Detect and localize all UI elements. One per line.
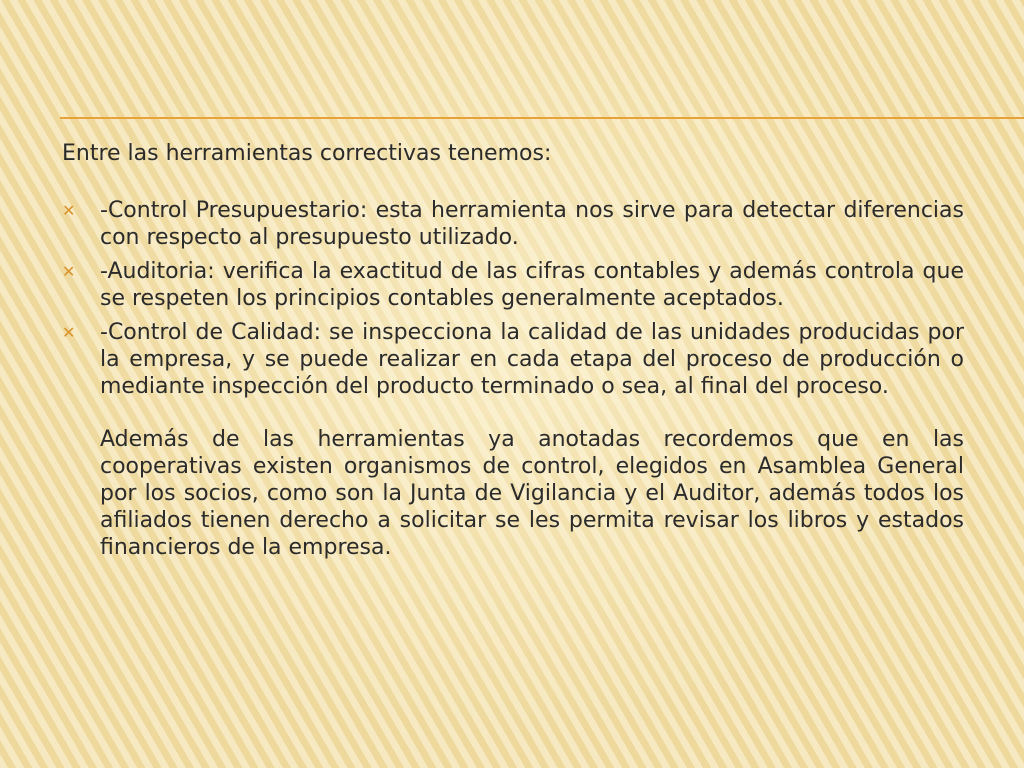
x-bullet-icon: ✕	[62, 262, 76, 281]
bullet-item-control-presupuestario	[62, 197, 964, 251]
intro-text: Entre las herramientas correctivas tenemos:	[62, 141, 552, 166]
bullet-text: se inspecciona la calidad de las unidades producidas por la empresa, y se puede realizar en cada etapa del proceso de producción o mediante inspección del producto terminado o sea, al final del proceso.	[100, 320, 964, 399]
bullet-term: -Control Presupuestario:	[100, 198, 368, 223]
bullet-text: verifica la exactitud de las cifras contables y además controla que se respeten los principios contables generalmente aceptados.	[100, 259, 964, 311]
slide-content	[62, 140, 964, 561]
bullet-item-auditoria	[62, 258, 964, 312]
title-rule	[60, 117, 1024, 119]
bullet-term: -Control de Calidad:	[100, 320, 321, 345]
bullet-list	[62, 197, 964, 400]
bullet-term: -Auditoria:	[100, 259, 215, 284]
x-bullet-icon: ✕	[62, 323, 76, 342]
x-bullet-icon: ✕	[62, 201, 76, 220]
bullet-text: esta herramienta nos sirve para detectar diferencias con respecto al presupuesto utilizado.	[100, 198, 964, 250]
closing-paragraph: Además de las herramientas ya anotadas recordemos que en las cooperativas existen organismos de control, elegidos en Asamblea General por los socios, como son la Junta de Vigilancia y el Auditor, además todos los afiliados tienen derecho a solicitar se les permita revisar los libros y estados financieros de la empresa.	[100, 427, 964, 560]
bullet-item-control-calidad	[62, 319, 964, 400]
